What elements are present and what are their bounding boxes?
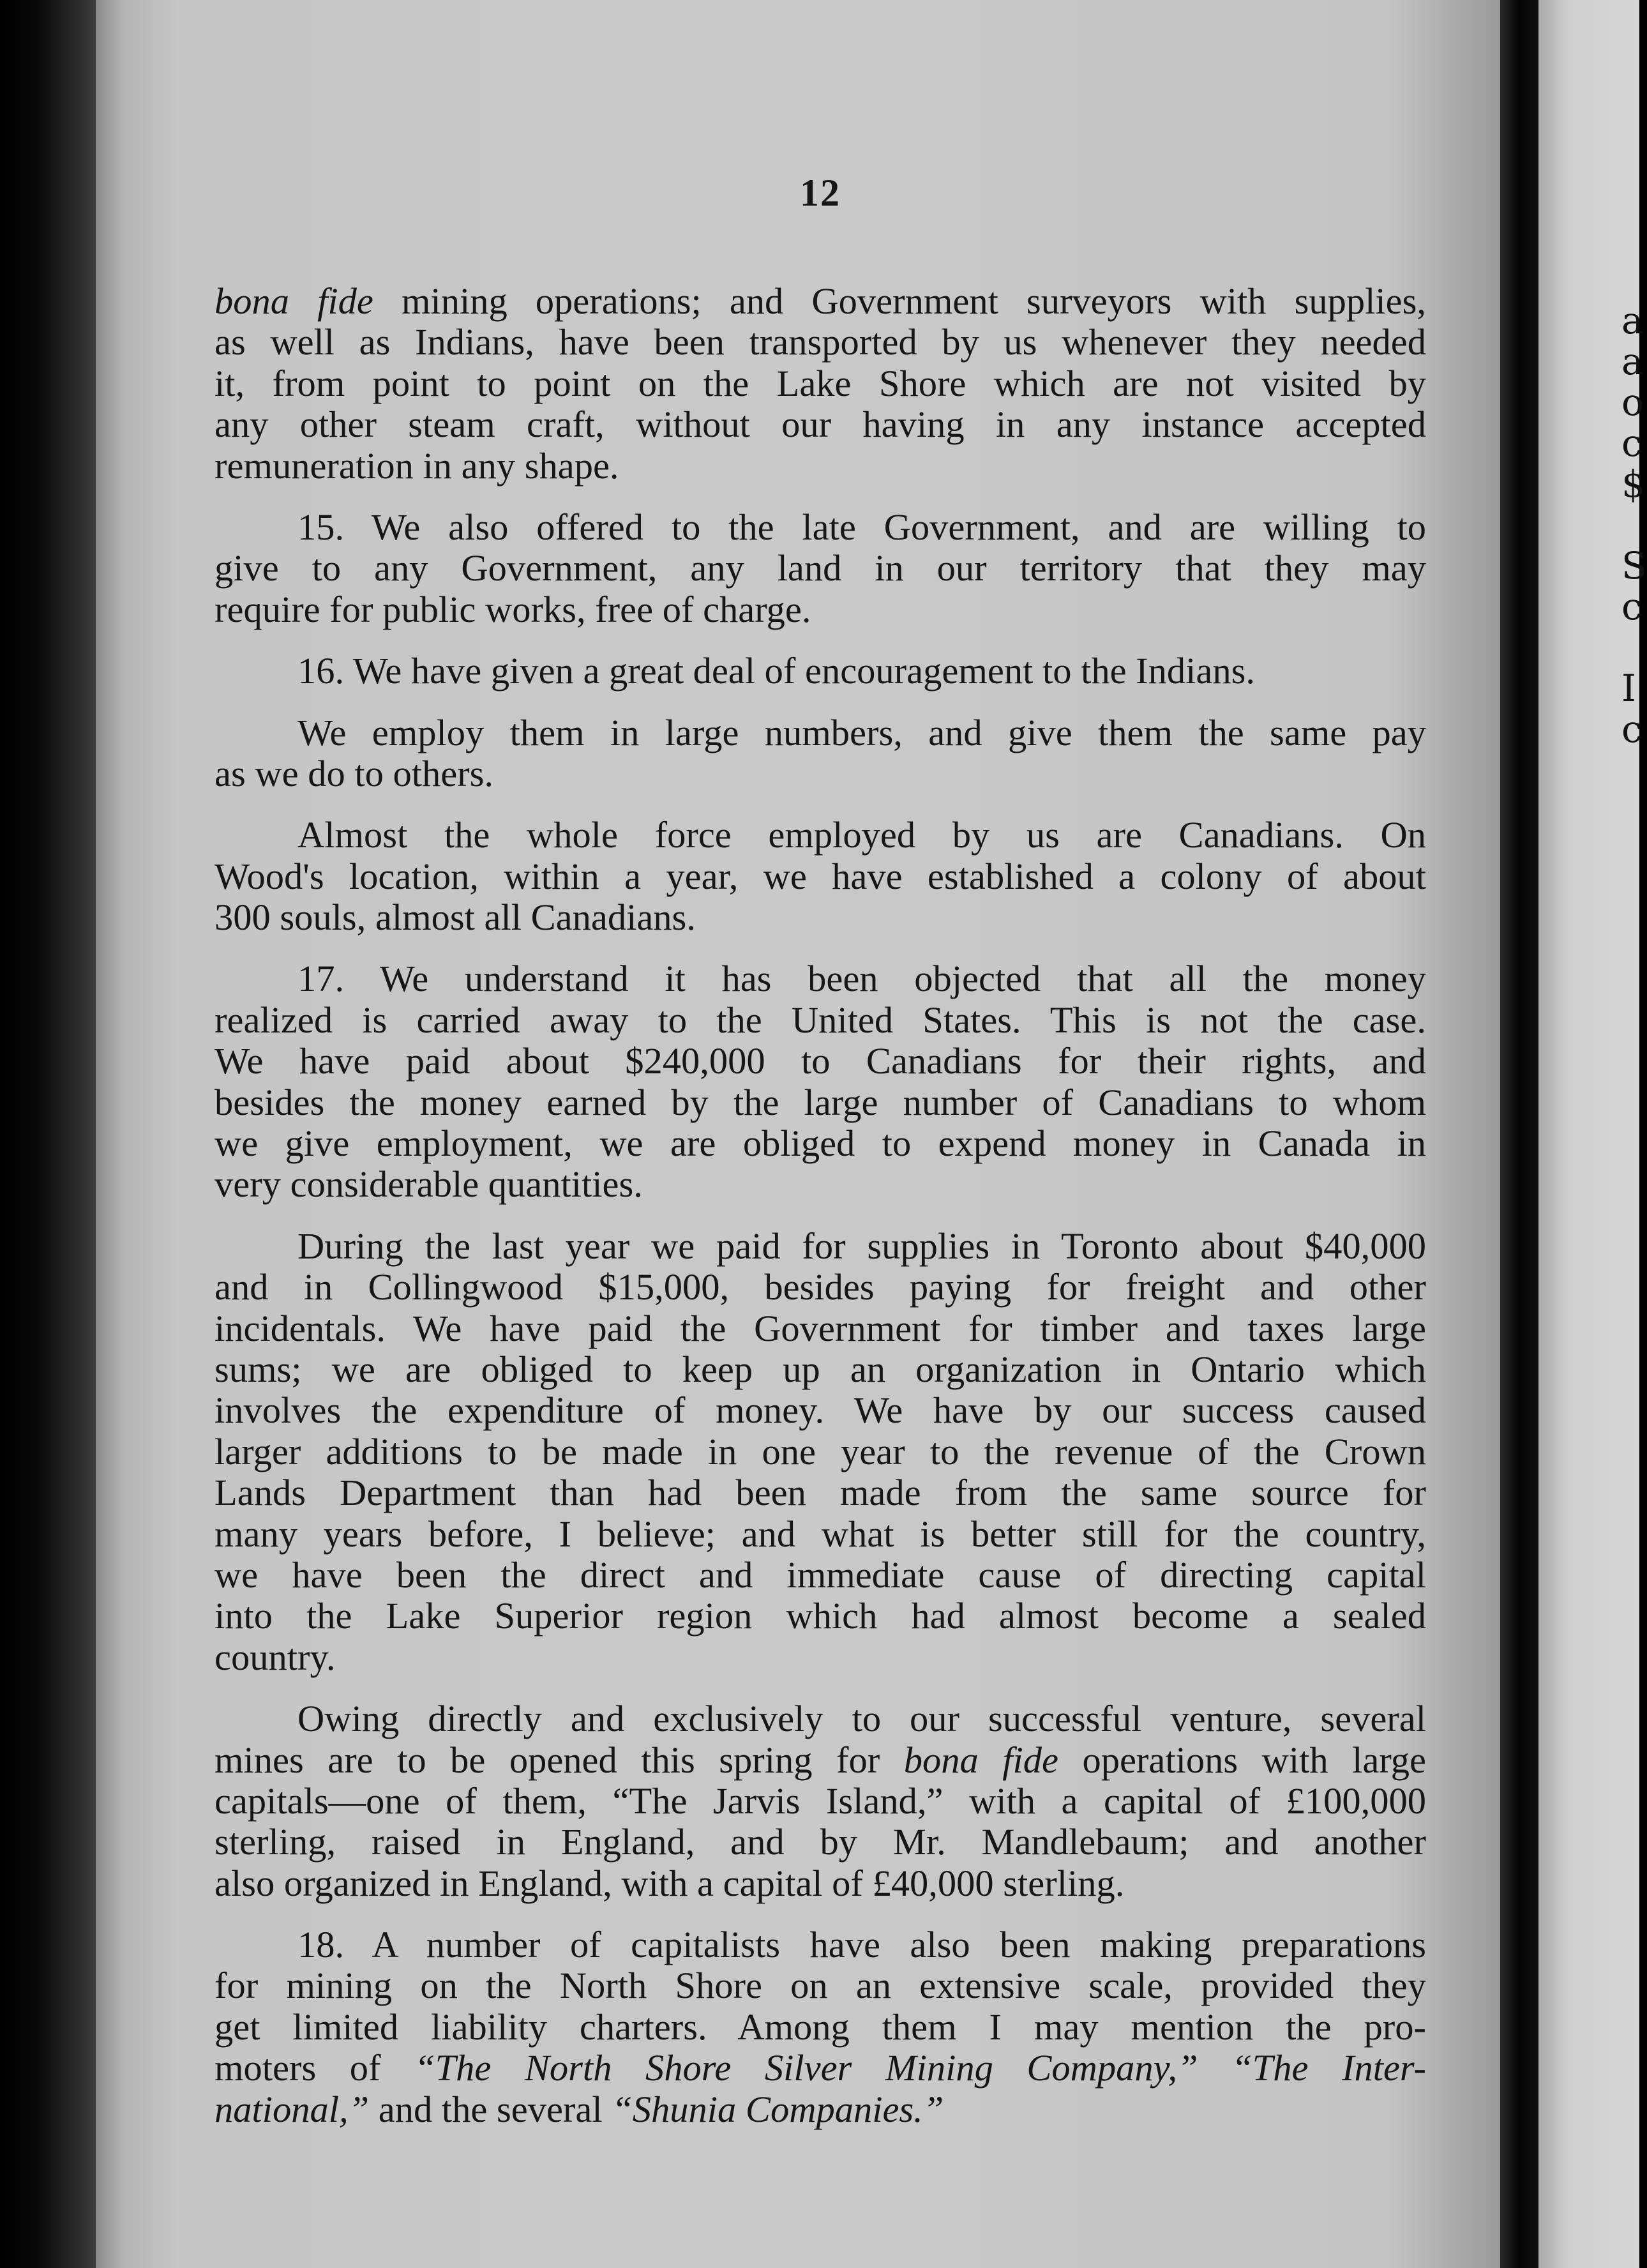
text-line: get limited liability charters. Among them I may mention the pro- — [214, 2006, 1426, 2048]
text-line: it, from point to point on the Lake Shore which are not visited by — [214, 362, 1426, 404]
paragraph-18 — [214, 1924, 1426, 2130]
paragraph-employ — [214, 713, 1426, 795]
text-line: remuneration in any shape. — [214, 444, 619, 487]
text-line: We employ them in large numbers, and give them the same pay — [297, 711, 1426, 753]
text-line: incidentals. We have paid the Government for timber and taxes large — [214, 1307, 1426, 1349]
text-line: realized is carried away to the United States. This is not the case. — [214, 999, 1426, 1041]
text-line: we have been the direct and immediate cause of directing capital — [214, 1554, 1426, 1596]
left-binding-gutter — [0, 0, 96, 2268]
text-line: sums; we are obliged to keep up an organization in Ontario which — [214, 1348, 1426, 1390]
text-line: many years before, I believe; and what is better still for the country, — [214, 1513, 1426, 1555]
text-line: Lands Department than had been made from the same source for — [214, 1472, 1426, 1514]
text-line: we give employment, we are obliged to expend money in Canada in — [214, 1123, 1426, 1165]
paragraph-16 — [214, 651, 1426, 692]
text-line: larger additions to be made in one year to the revenue of the Crown — [214, 1430, 1426, 1472]
text-line: capitals—one of them, “The Jarvis Island,” with a capital of £100,000 — [214, 1780, 1426, 1822]
text-line: 300 souls, almost all Canadians. — [214, 896, 696, 939]
adjacent-page-text: a a o c $ S c I c — [1621, 299, 1647, 751]
italic-text: bona fide — [903, 1739, 1058, 1781]
paragraph-canadians — [214, 815, 1426, 938]
text-line: We have paid about $240,000 to Canadians for their rights, and — [214, 1040, 1426, 1082]
paragraph-continuation — [214, 281, 1426, 487]
text-line: as well as Indians, have been transported by us whenever they needed — [214, 321, 1426, 363]
italic-text: “The Inter- — [1231, 2047, 1427, 2089]
page-text-block — [214, 172, 1426, 2151]
text-line: During the last year we paid for supplies in Toronto about $40,000 — [297, 1225, 1426, 1267]
text-line: Almost the whole force employed by us are Canadians. On — [297, 814, 1426, 856]
italic-text: national,” — [214, 2088, 370, 2130]
text-line: Owing directly and exclusively to our successful venture, several — [297, 1698, 1426, 1740]
text-line: very considerable quantities. — [214, 1163, 643, 1206]
text-line: and in Collingwood $15,000, besides paying for freight and other — [214, 1266, 1426, 1308]
text-line: into the Lake Superior region which had almost become a sealed — [214, 1595, 1426, 1637]
text-line: country. — [214, 1636, 336, 1678]
text-line: 15. We also offered to the late Government, and are willing to — [297, 506, 1426, 548]
text-line: also organized in England, with a capital of £40,000 sterling. — [214, 1862, 1125, 1904]
italic-text: “Shunia Companies.” — [612, 2088, 944, 2130]
paragraph-mines — [214, 1698, 1426, 1904]
adjacent-page-edge — [1538, 0, 1647, 2268]
text-line: sterling, raised in England, and by Mr. Mandlebaum; and another — [214, 1821, 1426, 1863]
paragraph-supplies — [214, 1226, 1426, 1678]
paragraph-15 — [214, 507, 1426, 630]
right-binding-gutter — [1500, 0, 1538, 2268]
page-number: 12 — [800, 172, 841, 214]
text-line: for mining on the North Shore on an extensive scale, provided they — [214, 1965, 1426, 2007]
text-line: bona fide mining operations; and Government surveyors with supplies, — [214, 280, 1426, 322]
text-line: moters of “The North Shore Silver Mining Company,” “The Inter- — [214, 2047, 1427, 2089]
italic-text: bona fide — [214, 280, 373, 322]
text-line: national,” and the several “Shunia Companies.” — [214, 2088, 944, 2130]
text-line: 18. A number of capitalists have also been making preparations — [297, 1924, 1426, 1966]
paragraph-17 — [214, 958, 1426, 1205]
text-line: besides the money earned by the large number of Canadians to whom — [214, 1081, 1426, 1123]
text-line: 16. We have given a great deal of encouragement to the Indians. — [297, 650, 1256, 692]
italic-text: “The North Shore Silver Mining Company,” — [414, 2047, 1198, 2089]
text-line: any other steam craft, without our having in any instance accepted — [214, 404, 1426, 446]
text-line: Wood's location, within a year, we have established a colony of about — [214, 855, 1426, 897]
text-line: involves the expenditure of money. We have by our success caused — [214, 1389, 1426, 1432]
text-line: give to any Government, any land in our territory that they may — [214, 547, 1426, 589]
text-line: 17. We understand it has been objected that all the money — [297, 958, 1426, 1000]
text-line: require for public works, free of charge. — [214, 588, 811, 630]
text-line: mines are to be opened this spring for bona fide operations with large — [214, 1739, 1426, 1781]
text-line: as we do to others. — [214, 752, 494, 794]
